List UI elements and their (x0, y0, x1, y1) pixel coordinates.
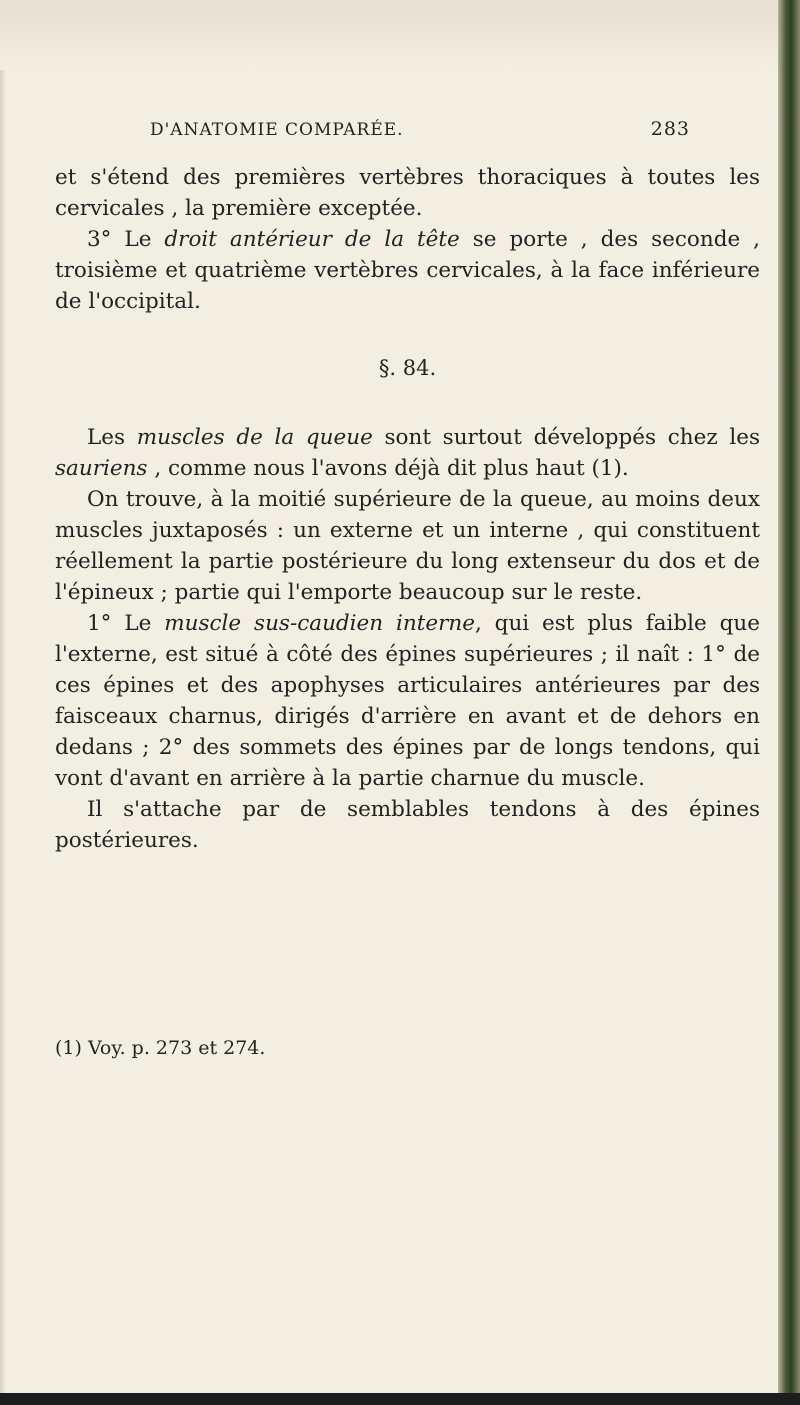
term-sus-caudien: muscle sus-caudien interne (164, 611, 475, 636)
paragraph-muscles-queue: Les muscles de la queue sont surtout développés chez les sauriens , comme nous l'avons déjà dit plus haut (1). (55, 425, 760, 481)
running-title: D'ANATOMIE COMPARÉE. (150, 120, 404, 140)
page-number: 283 (650, 118, 690, 140)
page-top-margin (0, 0, 800, 70)
term-muscles-queue: muscles de la queue (136, 425, 373, 450)
term-sauriens: sauriens (55, 456, 148, 481)
page-body (55, 162, 760, 856)
paragraph-sus-caudien: 1° Le muscle sus-caudien interne, qui est plus faible que l'externe, est situé à côté des épines supérieures ; il naît : 1° de ces épines et des apophyses articulaires antérieures par des faisceaux charnus, dirigés d'arrière en avant et de dehors en dedans ; 2° des sommets des épines par de longs tendons, qui vont d'avant en arrière à la partie charnue du muscle. (55, 611, 760, 791)
book-spine-edge (778, 0, 800, 1405)
page-bottom-edge (0, 1393, 800, 1405)
section-heading: §. 84. (378, 356, 437, 380)
paragraph-continuation: et s'étend des premières vertèbres thoraciques à toutes les cervicales , la première exceptée. (55, 165, 760, 221)
page-left-edge (0, 70, 6, 1405)
running-head (150, 118, 690, 140)
paragraph-droit-anterieur: 3° Le droit antérieur de la tête se porte , des seconde , troisième et quatrième vertèbres cervicales, à la face inférieure de l'occipital. (55, 227, 760, 314)
footnote: (1) Voy. p. 273 et 274. (55, 1037, 266, 1059)
paragraph-on-trouve: On trouve, à la moitié supérieure de la queue, au moins deux muscles juxtaposés : un externe et un interne , qui constituent réellement la partie postérieure du long extenseur du dos et de l'épineux ; partie qui l'emporte beaucoup sur le reste. (55, 487, 760, 605)
paragraph-attache: Il s'attache par de semblables tendons à des épines postérieures. (55, 797, 760, 853)
muscle-name: droit antérieur de la tête (164, 227, 460, 252)
